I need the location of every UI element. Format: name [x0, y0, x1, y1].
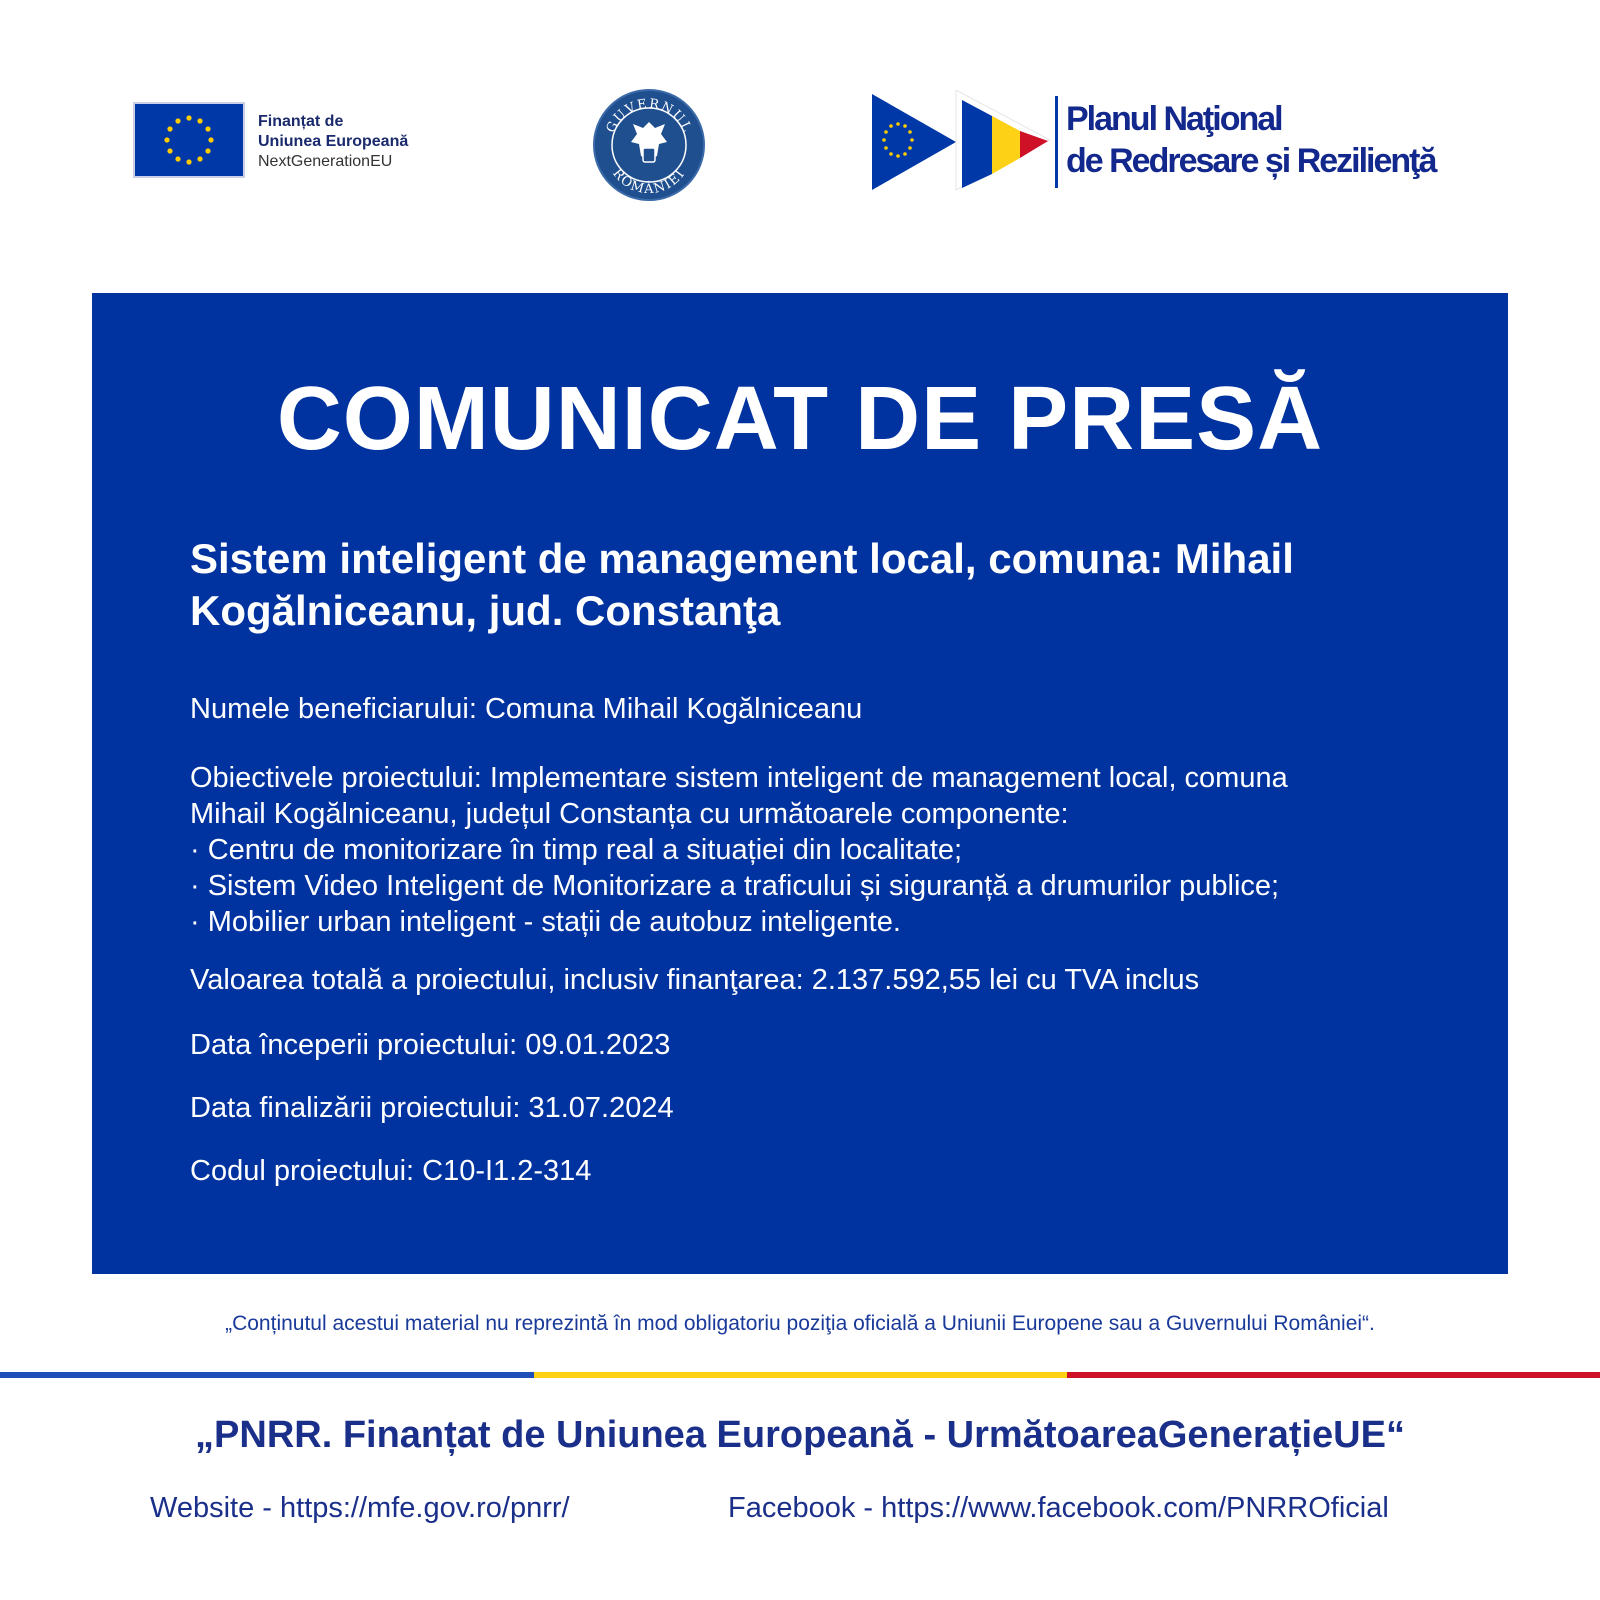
seal-bottom-text: ROMÂNIEI [609, 166, 689, 198]
objectives-line1: Obiectivele proiectului: Implementare sistem inteligent de management local, comuna [190, 762, 1288, 794]
end-date-text: Data finalizării proiectului: 31.07.2024 [190, 1092, 674, 1124]
website-link[interactable]: Website - https://mfe.gov.ro/pnrr/ [150, 1492, 570, 1524]
objectives-line2: Mihail Kogălniceanu, județul Constanța cu următoarele componente: [190, 798, 1069, 830]
slogan-text: „PNRR. Finanțat de Uniunea Europeană - UrmătoareaGenerațieUE“ [195, 1414, 1405, 1456]
eu-logo-line2: Uniunea Europeană [258, 133, 409, 150]
page-title: COMUNICAT DE PRESĂ [276, 369, 1324, 469]
press-release-panel [92, 293, 1508, 1274]
pnrr-logo-divider [1055, 96, 1058, 188]
stripe-yellow [534, 1372, 1067, 1378]
facebook-link[interactable]: Facebook - https://www.facebook.com/PNRROficial [728, 1492, 1389, 1524]
component-item: · Mobilier urban inteligent - stații de autobuz inteligente. [190, 906, 901, 938]
eu-funding-logo-text [258, 112, 408, 172]
project-title-line2: Kogălniceanu, jud. Constanţa [190, 587, 781, 634]
disclaimer-text: „Conținutul acestui material nu reprezintă în mod obligatoriu poziţia oficială a Uniunii Europene sau a Guvernului României“. [225, 1312, 1375, 1335]
pnrr-logo-text [1066, 98, 1435, 182]
project-code-text: Codul proiectului: C10-I1.2-314 [190, 1155, 592, 1187]
eu-logo-line1: Finanțat de [258, 113, 344, 130]
pnrr-flags-logo-icon [870, 90, 1060, 194]
start-date-text: Data începerii proiectului: 09.01.2023 [190, 1029, 671, 1061]
component-item: · Sistem Video Inteligent de Monitorizare a traficului și siguranță a drumurilor publice; [190, 870, 1280, 902]
stripe-red [1067, 1372, 1600, 1378]
eu-logo-line3: NextGenerationEU [258, 153, 393, 170]
total-value-text: Valoarea totală a proiectului, inclusiv finanţarea: 2.137.592,55 lei cu TVA inclus [190, 964, 1200, 996]
project-title [190, 533, 1440, 637]
component-item: · Centru de monitorizare în timp real a situației din localitate; [190, 834, 963, 866]
government-seal-icon [592, 88, 706, 202]
objectives-block [190, 760, 1450, 940]
beneficiary-text: Numele beneficiarului: Comuna Mihail Kogălniceanu [190, 693, 863, 725]
pnrr-logo-line2: de Redresare și Rezilienţă [1066, 142, 1436, 180]
eu-flag-icon [133, 102, 245, 178]
pnrr-logo-line1: Planul Naţional [1066, 100, 1282, 138]
stripe-blue [0, 1372, 534, 1378]
seal-top-text: GUVERNUL [603, 96, 695, 136]
project-title-line1: Sistem inteligent de management local, comuna: Mihail [190, 535, 1294, 582]
